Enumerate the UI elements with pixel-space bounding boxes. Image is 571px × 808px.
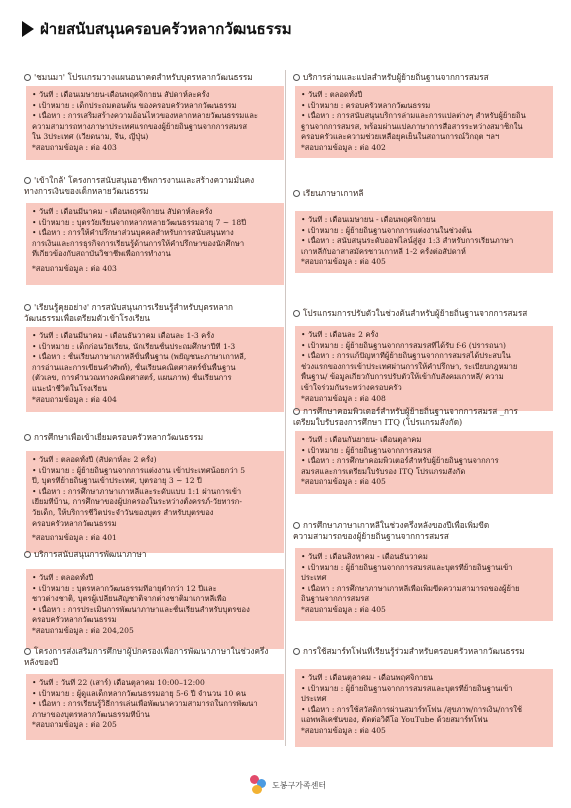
detail-line: เยี่ยมที่บ้าน, การศึกษาของผู้ปกครองในระหว่างตั้งครรภ์-วัยทารก-: [32, 497, 242, 507]
contact-line: *สอบถามข้อมูล : ต่อ 205: [32, 720, 117, 730]
detail-line: • วันที่ : วันที่ 22 (เสาร์) เดือนตุลาคม 10:00–12:00: [32, 678, 205, 687]
family-center-logo: [248, 774, 326, 796]
program-section: [22, 302, 286, 412]
program-section: [22, 646, 286, 740]
detail-line: • เป้าหมาย : เด็กประถมตอนต้น ของครอบครัวหลากวัฒนธรรม: [32, 100, 237, 110]
contact-line: *สอบถามข้อมูล : ต่อ 405: [301, 257, 386, 267]
detail-line: ภาษาของบุตรหลากวัฒนธรรมที่บ้าน: [32, 709, 150, 719]
program-details: [26, 203, 284, 285]
detail-line: • เป้าหมาย : บุตรหลากวัฒนธรรมที่อายุต่ำกว่า 12 ปีและ: [32, 583, 217, 593]
detail-line: เกาหลีกับอาสาสมัครชาวเกาหลี 1-2 ครั้งต่อสัปดาห์: [301, 246, 466, 256]
detail-line: • เป้าหมาย : ครอบครัวหลากวัฒนธรรม: [301, 100, 431, 110]
program-heading: การศึกษาเพื่อเข้าเยี่ยมครอบครัวหลากวัฒนธรรม: [22, 432, 286, 443]
contact-line: *สอบถามข้อมูล : ต่อ 405: [301, 725, 386, 735]
circle-bullet-icon: [24, 177, 31, 184]
page-header: [0, 14, 571, 44]
detail-line: เข้าใจร่วมกันระหว่างครอบครัว: [301, 382, 402, 392]
contact-line: *สอบถามข้อมูล : ต่อ 408: [301, 393, 386, 403]
contact-line: *สอบถามข้อมูล : ต่อ 401: [32, 533, 117, 543]
program-heading-cont: ทางการเงินของเด็กหลายวัฒนธรรม: [24, 186, 149, 196]
program-heading: โครงการส่งเสริมการศึกษาผู้ปกครองเพื่อการพัฒนาภาษาในช่วงครึ่ง: [22, 646, 286, 657]
detail-line: • เนื้อหา : การเรียนรู้วิธีการเล่นเพื่อพัฒนาความสามารถในการพัฒนา: [32, 699, 258, 709]
detail-line: ช่วงแรกของการเข้าประเทศผ่านการให้คำปรึกษา, ระเบียบกฎหมาย: [301, 361, 518, 371]
program-heading-cont: ความสามารถของผู้ย้ายถิ่นฐานจากการสมรส: [293, 531, 449, 541]
detail-line: ครอบครัวหลากวัฒนธรรม: [32, 518, 117, 528]
circle-bullet-icon: [24, 648, 31, 655]
detail-line: การอ่านและการเขียนคำศัพท์), ชั้นเรียนคณิตศาสตร์ขั้นพื้นฐาน: [32, 362, 236, 372]
family-center-logo-icon: [248, 774, 268, 796]
program-details: [295, 326, 553, 411]
detail-line: • เนื้อหา : การศึกษาภาษาเกาหลีและระดับแบบ 1:1 ผ่านการเข้า: [32, 486, 242, 496]
program-details: [295, 211, 553, 273]
detail-line: ที่เกี่ยวข้องกับสถาบันวิชาชีพเพื่อการทำงาน: [32, 249, 171, 259]
detail-line: ประเทศ: [301, 573, 327, 583]
program-details: [26, 86, 284, 160]
detail-line: (ตัวเลข, การคำนวณทางคณิตศาสตร์, แผนภาพ) ชั้นเรียนการ: [32, 373, 232, 383]
page-title: ฝ่ายสนับสนุนครอบครัวหลากวัฒนธรรม: [40, 20, 292, 38]
program-details: [295, 86, 553, 158]
detail-line: • เป้าหมาย : ผู้ดูแลเด็กหลากวัฒนธรรมอายุ 5-6 ปี จำนวน 10 คน: [32, 688, 247, 698]
circle-bullet-icon: [24, 74, 31, 81]
detail-line: • วันที่ : ตลอดทั้งปี (สัปดาห์ละ 2 ครั้ง): [32, 455, 157, 464]
program-heading-cont: วัฒนธรรมเพื่อเตรียมตัวเข้าโรงเรียน: [24, 313, 150, 323]
detail-line: • เนื้อหา : การแก้ปัญหาที่ผู้ย้ายถิ่นฐานจากการสมรสได้ประสบใน: [301, 351, 511, 361]
program-section: [22, 175, 286, 285]
program-heading: 'เข้าใกล้' โครงการสนับสนุนอาชีพการงานและสร้างความมั่นคง: [22, 175, 286, 186]
program-heading: การศึกษาคอมพิวเตอร์สำหรับผู้ย้ายถิ่นฐานจากการสมรส _การ: [291, 406, 555, 417]
program-heading: บริการล่ามและแปลสำหรับผู้ย้ายถิ่นฐานจากการสมรส: [291, 72, 555, 83]
detail-line: • เนื้อหา : การเสริมสร้างความอ้อนไหวของหลากหลายวัฒนธรรมและ: [32, 111, 258, 121]
detail-line: • วันที่ : เดือนตุลาคม - เดือนพฤศจิกายน: [301, 673, 434, 682]
program-section: [291, 188, 555, 273]
detail-line: ครอบครัวและความช่วยเหลือยุคเย็นในสถานการณ์วิกฤต ฯลฯ: [301, 132, 500, 142]
detail-line: ถิ่นฐานจากการสมรส: [301, 594, 370, 604]
triangle-bullet-icon: [22, 21, 34, 37]
detail-line: • เนื้อหา : การใช้สวัสดิการผ่านสมาร์ทโฟน /สุขภาพ/การเงิน/การใช้: [301, 704, 523, 714]
program-section: [291, 72, 555, 158]
program-details: [295, 431, 553, 494]
detail-line: • เป้าหมาย : ผู้ย้ายถิ่นฐานจากการสมรสที่ได้รับ f-6 (ปรารถนา): [301, 340, 506, 350]
detail-line: • เป้าหมาย : ผู้ย้ายถิ่นฐานจากการสมรสและบุตรที่ย้ายถิ่นฐานเข้า: [301, 683, 513, 693]
circle-bullet-icon: [293, 522, 300, 529]
detail-line: • วันที่ : เดือนเมษายน-เดือนพฤศจิกายน สัปดาห์ละครั้ง: [32, 90, 210, 99]
circle-bullet-icon: [24, 304, 31, 311]
detail-line: ประเทศ: [301, 694, 327, 704]
program-section: [291, 406, 555, 494]
detail-line: • เป้าหมาย : บุตรวัยเรียนจากหลากหลายวัฒนธรรมอายุ 7 ~ 18ปี: [32, 217, 247, 227]
detail-line: ความสามารถทางภาษาประเทศแรกของผู้ย้ายถิ่นฐานจากการสมรส: [32, 121, 248, 131]
detail-line: ครอบครัวหลากวัฒนธรรม: [32, 615, 117, 625]
program-heading: โปรแกรมการปรับตัวในช่วงต้นสำหรับผู้ย้ายถิ่นฐานจากการสมรส: [291, 308, 555, 319]
detail-line: • วันที่ : เดือนละ 2 ครั้ง: [301, 330, 379, 339]
program-details: [26, 569, 284, 649]
program-details: [295, 548, 553, 621]
program-heading-cont: เตรียมใบรับรองการศึกษา ITQ (โปรแกรมสังกัด): [293, 417, 463, 427]
detail-line: แอพพลิเคชั่นของ, ตัดต่อวิดีโอ YouTube ด้วยสมาร์ทโฟน: [301, 715, 488, 725]
detail-line: • วันที่ : ตลอดทั้งปี: [32, 573, 94, 582]
circle-bullet-icon: [293, 648, 300, 655]
circle-bullet-icon: [293, 74, 300, 81]
contact-line: *สอบถามข้อมูล : ต่อ 404: [32, 394, 117, 404]
contact-line: *สอบถามข้อมูล : ต่อ 402: [301, 142, 386, 152]
contact-line: *สอบถามข้อมูล : ต่อ 204,205: [32, 625, 134, 635]
detail-line: • เป้าหมาย : ผู้ย้ายถิ่นฐานจากการแต่งงานในช่วงต้น: [301, 225, 472, 235]
program-section: [22, 72, 286, 160]
program-heading: 'เรียนรู้คุยอย่าง' การสนับสนุนการเรียนรู้สำหรับบุตรหลาก: [22, 302, 286, 313]
contact-line: *สอบถามข้อมูล : ต่อ 405: [301, 604, 386, 614]
detail-line: สมรสและการเตรียมใบรับรอง ITQ โปรแกรมสังกัด: [301, 466, 466, 476]
program-section: [291, 520, 555, 621]
detail-line: พื้นฐาน/ ข้อมูลเกี่ยวกับการปรับตัวให้เข้ากับสังคมเกาหลี/ ความ: [301, 372, 504, 382]
circle-bullet-icon: [24, 434, 31, 441]
detail-line: • วันที่ : ตลอดทั้งปี: [301, 90, 363, 99]
detail-line: • วันที่ : เดือนมีนาคม - เดือนธันวาคม เดือนละ 1-3 ครั้ง: [32, 331, 215, 340]
program-heading: บริการสนับสนุนการพัฒนาภาษา: [22, 549, 286, 560]
detail-line: • วันที่ : เดือนเมษายน - เดือนพฤศจิกายน: [301, 215, 436, 224]
detail-line: • วันที่ : เดือนสิงหาคม - เดือนธันวาคม: [301, 552, 428, 561]
detail-line: • เนื้อหา : การให้คำปรึกษาส่วนบุคคลสำหรับการสนับสนุนทาง: [32, 228, 234, 238]
detail-line: ปี, บุตรที่ย้ายถิ่นฐานเข้าประเทศ, บุตรอายุ 3 ~ 12 ปี: [32, 476, 202, 486]
detail-line: ใน 3ประเทศ (เวียดนาม, จีน, ญี่ปุ่น): [32, 132, 149, 142]
program-details: [26, 451, 284, 553]
detail-line: • เนื้อหา : สนับสนุนระดับออฟไลน์สู่สูง 1:3 สำหรับการเรียนภาษา: [301, 236, 514, 246]
contact-line: *สอบถามข้อมูล : ต่อ 405: [301, 477, 386, 487]
circle-bullet-icon: [24, 551, 31, 558]
detail-line: • เป้าหมาย : ผู้ย้ายถิ่นฐานจากการสมรสและบุตรที่ย้ายถิ่นฐานเข้า: [301, 562, 513, 572]
detail-line: • เป้าหมาย : ผู้ย้ายถิ่นฐานจากการสมรส: [301, 445, 432, 455]
detail-line: วัยเด็ก, ให้บริการชีวิตประจำวันของบุตร สำหรับบุตรของ: [32, 507, 214, 517]
program-heading: 'ชมนมา' โปรแกรมวางแผนอนาคตสำหรับบุตรหลากวัฒนธรรม: [22, 72, 286, 83]
program-heading: การใช้สมาร์ทโฟนที่เรียนรู้ร่วมสำหรับครอบครัวหลากวัฒนธรรม: [291, 646, 555, 657]
circle-bullet-icon: [293, 190, 300, 197]
circle-bullet-icon: [293, 310, 300, 317]
program-heading: เรียนภาษาเกาหลี: [291, 188, 555, 199]
detail-line: • เป้าหมาย : เด็กก่อนวัยเรียน, นักเรียนชั้นประถมศึกษาปีที่ 1-3: [32, 341, 236, 351]
detail-line: • เนื้อหา : ชั้นเรียนภาษาเกาหลีขั้นพื้นฐาน (พยัญชนะภาษาเกาหลี,: [32, 352, 247, 362]
program-section: [291, 646, 555, 747]
detail-line: • เนื้อหา : การสนับสนุนบริการล่ามและการแปลต่างๆ สำหรับผู้ย้ายถิ่น: [301, 111, 526, 121]
contact-line: *สอบถามข้อมูล : ต่อ 403: [32, 263, 117, 273]
program-heading: การศึกษาภาษาเกาหลีในช่วงครึ่งหลังของปีเพื่อเพิ่มขีด: [291, 520, 555, 531]
detail-line: ฐานจากการสมรส, พร้อมผ่านแปลภาษาการสื่อสารระหว่างสมาชิกใน: [301, 121, 523, 131]
detail-line: การเงินและการธุรกิจการเรียนรู้ด้านการให้คำปรึกษาของนักศึกษา: [32, 238, 245, 248]
program-section: [22, 432, 286, 553]
org-name: 도봉구가족센터: [272, 780, 327, 790]
circle-bullet-icon: [293, 408, 300, 415]
program-details: [295, 669, 553, 747]
detail-line: • เนื้อหา : การศึกษาภาษาเกาหลีเพื่อเพิ่มขีดความสามารถของผู้ย้าย: [301, 583, 520, 593]
detail-line: ชาวต่างชาติ, บุตรผู้เปลี่ยนสัญชาติจากต่างชาติมาเกาหลีเพื่อ: [32, 594, 227, 604]
detail-line: • เนื้อหา : การศึกษาคอมพิวเตอร์สำหรับผู้ย้ายถิ่นฐานจากการ: [301, 456, 499, 466]
detail-line: • เป้าหมาย : ผู้ย้ายถิ่นฐานจากการแต่งงาน เข้าประเทศน้อยกว่า 5: [32, 465, 246, 475]
contact-line: *สอบถามข้อมูล : ต่อ 403: [32, 142, 117, 152]
detail-line: • วันที่ : เดือนกันยายน- เดือนตุลาคม: [301, 435, 422, 444]
detail-line: • เนื้อหา : การประเมินการพัฒนาภาษาและชั้นเรียนสำหรับบุตรของ: [32, 604, 250, 614]
program-section: [22, 549, 286, 649]
program-details: [26, 674, 284, 740]
detail-line: แนะนำชีวิตในโรงเรียน: [32, 383, 108, 393]
program-section: [291, 308, 555, 411]
detail-line: • วันที่ : เดือนมีนาคม - เดือนพฤศจิกายน สัปดาห์ละครั้ง: [32, 207, 213, 216]
program-heading-cont: หลังของปี: [24, 657, 59, 667]
program-details: [26, 327, 284, 412]
